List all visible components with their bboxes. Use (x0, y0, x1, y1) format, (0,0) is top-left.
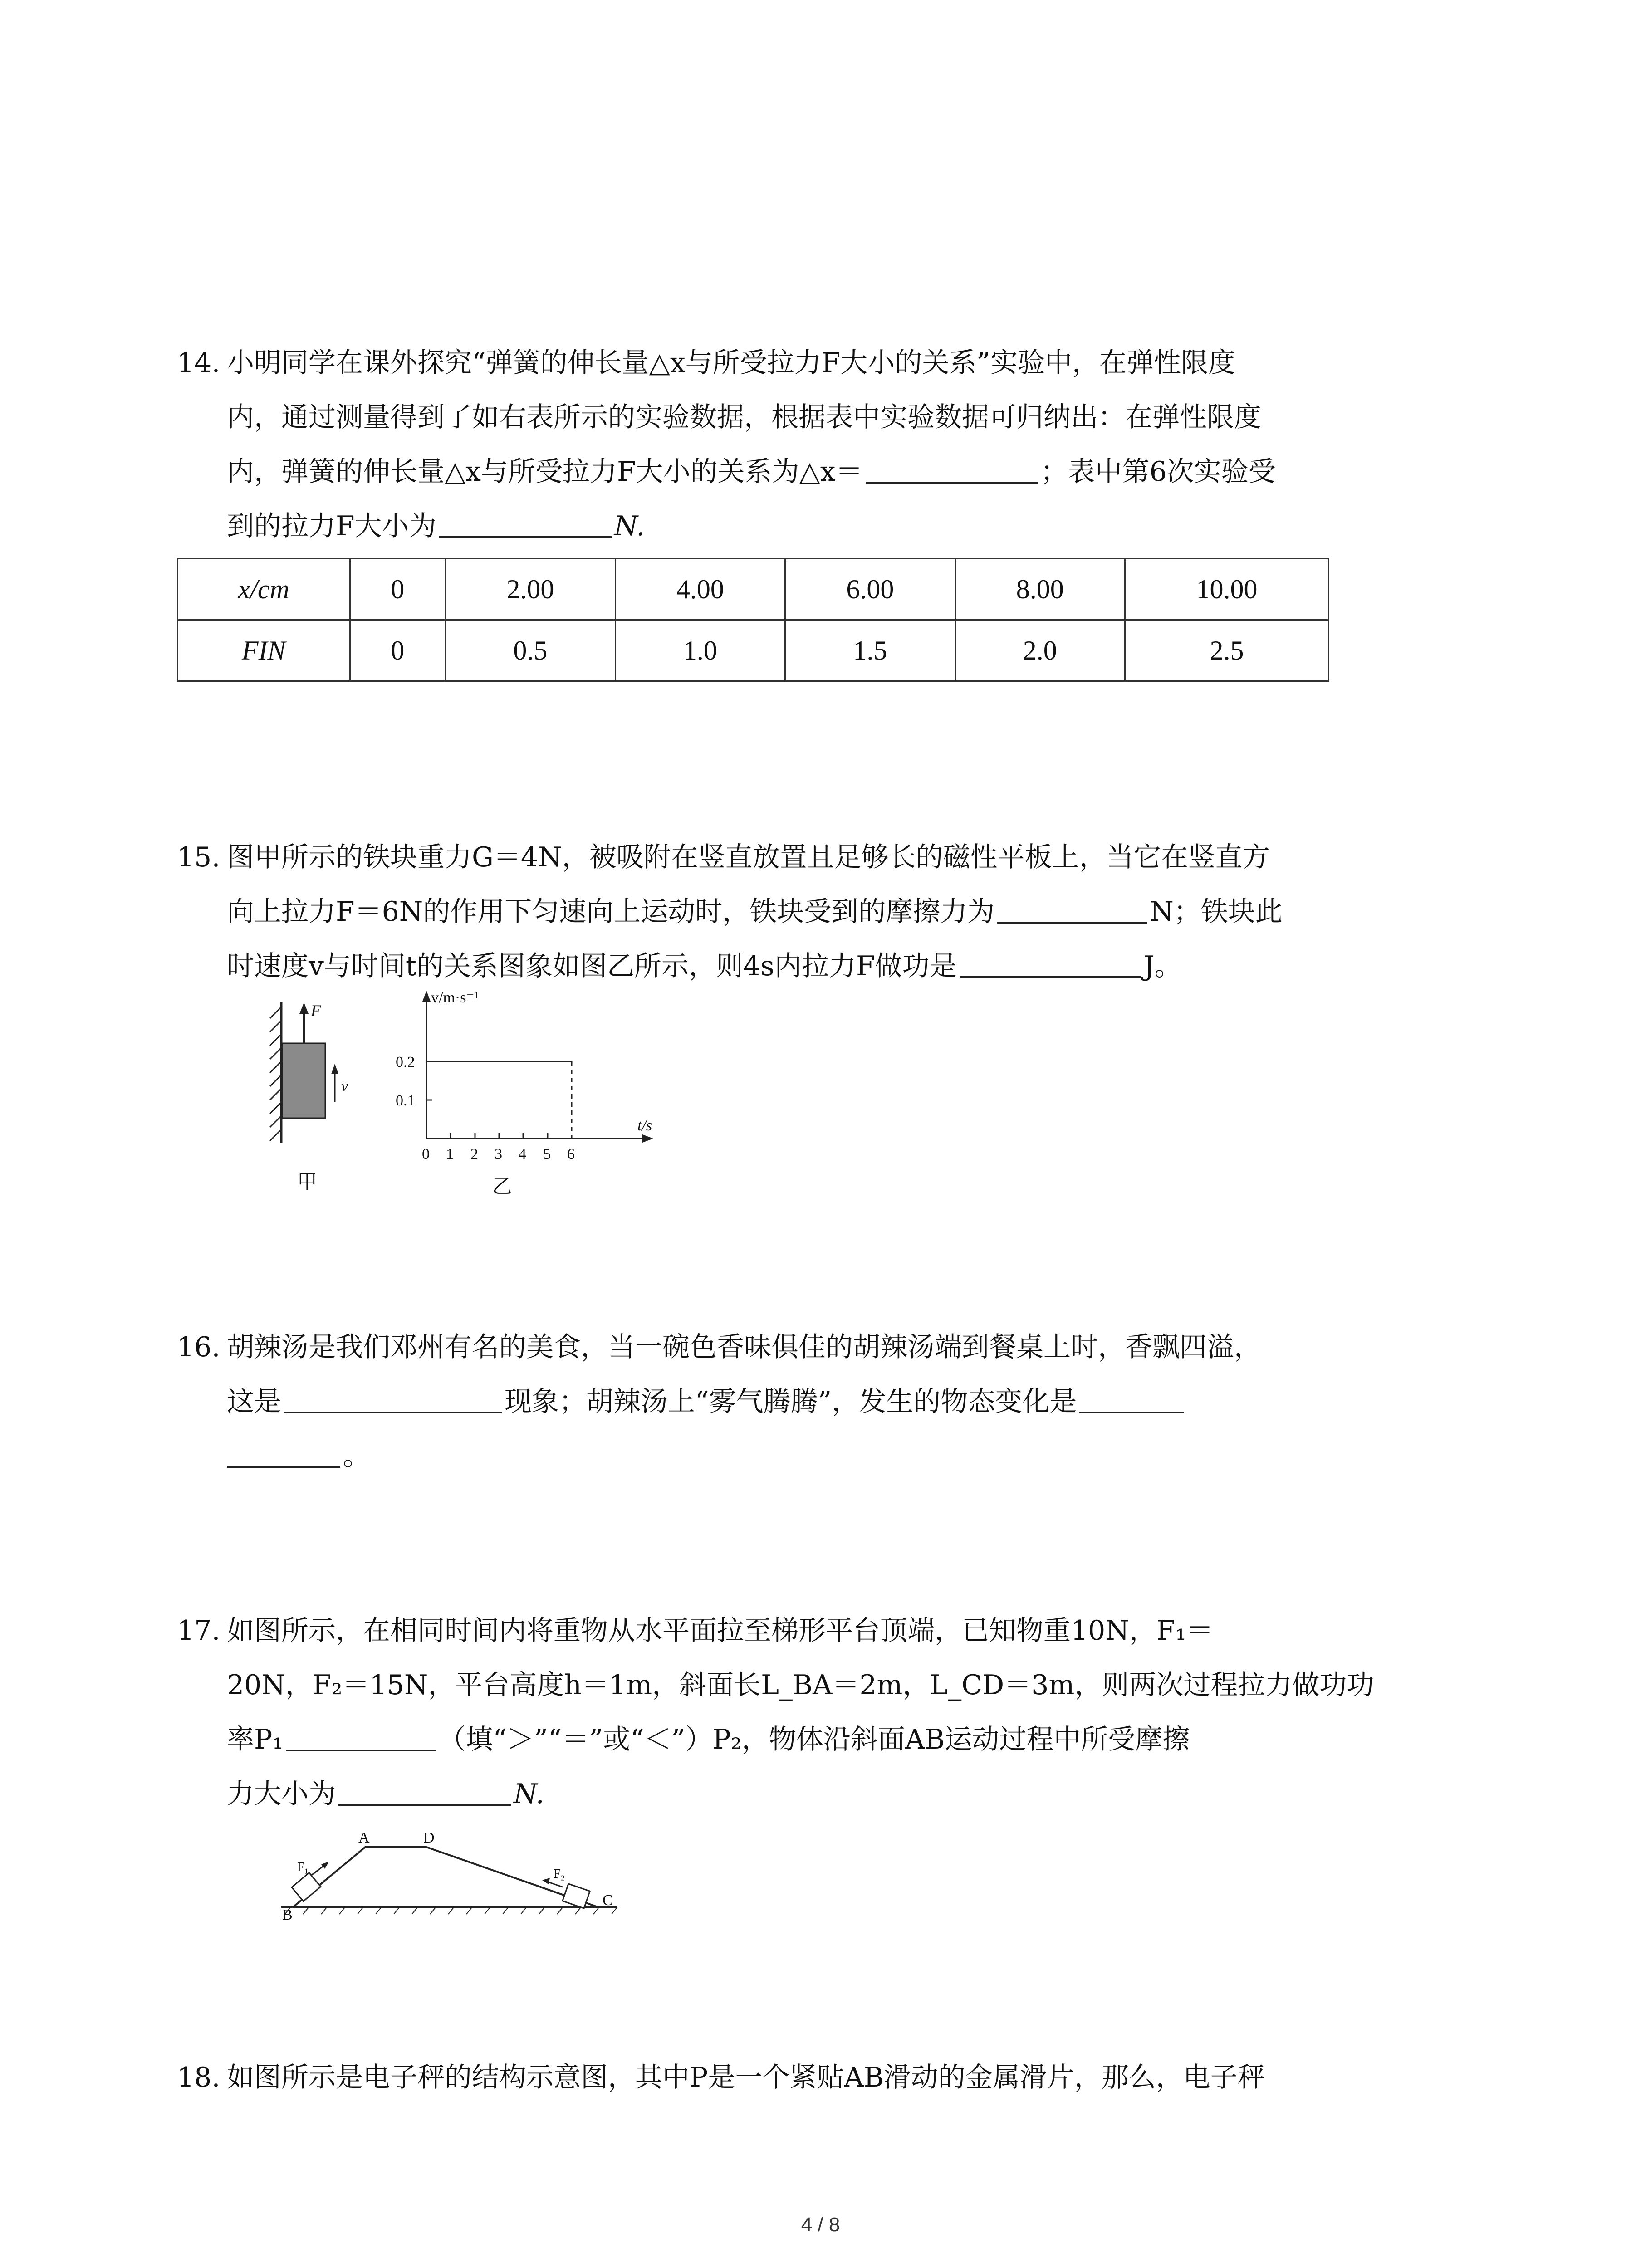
data-table (177, 558, 1329, 682)
text-segment: 时速度v与时间t的关系图象如图乙所示，则4s内拉力F做功是 (227, 950, 957, 982)
question-number: 15. (177, 841, 220, 873)
arrow-head-icon (422, 991, 431, 1002)
table-row (178, 620, 1329, 681)
question-text-line (227, 1767, 1443, 1821)
x-tick-label: 2 (470, 1146, 478, 1163)
question-text-line: 小明同学在课外探究“弹簧的伸长量△x与所受拉力F大小的关系”实验中，在弹性限度 (227, 347, 1235, 379)
block-on-ab (292, 1873, 321, 1901)
arrow-head-icon (542, 1878, 550, 1884)
answer-blank[interactable] (338, 1776, 511, 1806)
question-text-line: 胡辣汤是我们邓州有名的美食，当一碗色香味俱佳的胡辣汤端到餐桌上时，香飘四溢， (227, 1331, 1261, 1363)
text-segment: 内，弹簧的伸长量△x与所受拉力F大小的关系为△x＝ (227, 456, 863, 488)
text-segment: N；铁块此 (1150, 896, 1283, 928)
arrow-head-icon (642, 1134, 653, 1143)
answer-blank[interactable] (1079, 1383, 1184, 1413)
figure-caption: 乙 (492, 1175, 512, 1198)
force-label: F (311, 1002, 321, 1020)
question-number: 16. (177, 1331, 220, 1363)
text-segment: 力大小为 (227, 1778, 336, 1810)
text-segment: J。 (1143, 950, 1182, 982)
ground-hatch (285, 1907, 617, 1914)
arrow-head-icon (299, 1002, 309, 1014)
hatch-lines (270, 1007, 281, 1141)
question-text-line: 如图所示是电子秤的结构示意图，其中P是一个紧贴AB滑动的金属滑片，那么，电子秤 (227, 2062, 1265, 2093)
page-number: 4 / 8 (801, 2214, 840, 2236)
question-text-line (227, 445, 1443, 499)
x-tick-label: 5 (543, 1146, 551, 1163)
answer-blank[interactable] (997, 894, 1147, 924)
block-on-cd (563, 1884, 590, 1908)
table-cell: 1.0 (615, 620, 785, 681)
table-cell: 2.00 (446, 559, 615, 620)
answer-blank[interactable] (286, 1721, 436, 1751)
question-text-line: 如图所示，在相同时间内将重物从水平面拉至梯形平台顶端，已知物重10N，F₁＝ (227, 1615, 1214, 1647)
answer-blank[interactable] (439, 508, 612, 538)
text-segment: 现象；胡辣汤上“雾气腾腾”，发生的物态变化是 (505, 1386, 1077, 1418)
question-14 (177, 336, 1443, 682)
question-text-line (227, 1429, 1443, 1483)
text-segment: （填“＞”“＝”或“＜”）P₂，物体沿斜面AB运动过程中所受摩擦 (438, 1724, 1190, 1755)
platform-outline (293, 1847, 599, 1907)
question-text-line (227, 885, 1443, 939)
figure-jia (254, 993, 372, 1202)
answer-blank[interactable] (284, 1383, 502, 1413)
question-text-line (227, 499, 1443, 553)
question-15 (177, 830, 1443, 993)
y-axis-label: v/m·s⁻¹ (431, 989, 479, 1006)
table-row (178, 559, 1329, 620)
question-text-line (227, 1374, 1443, 1429)
answer-blank[interactable] (866, 454, 1038, 484)
x-axis-label: t/s (637, 1117, 652, 1134)
x-tick-label: 4 (519, 1146, 526, 1163)
question-text-line: 内，通过测量得到了如右表所示的实验数据，根据表中实验数据可归纳出：在弹性限度 (227, 401, 1261, 433)
question-text-line: 20N，F₂＝15N，平台高度h＝1m，斜面长L_BA＝2m，L_CD＝3m，则两次过程拉力做功功 (227, 1669, 1374, 1701)
velocity-label: v (341, 1078, 348, 1095)
row-header: x/cm (178, 559, 350, 620)
answer-blank[interactable] (960, 948, 1141, 978)
table-cell: 2.0 (955, 620, 1125, 681)
table-cell: 0 (350, 559, 446, 620)
x-tick-label: 3 (495, 1146, 502, 1163)
x-tick-label: 6 (567, 1146, 575, 1163)
y-tick-label: 0.1 (396, 1092, 415, 1109)
text-segment: 率P₁ (227, 1724, 284, 1755)
point-label: C (603, 1892, 613, 1909)
text-segment: 到的拉力F大小为 (227, 510, 436, 542)
force-f2-arrow (547, 1882, 563, 1887)
question-number: 18. (177, 2062, 220, 2093)
question-number: 17. (177, 1615, 220, 1647)
text-segment: 这是 (227, 1386, 281, 1418)
text-segment: N. (514, 1778, 544, 1810)
point-label: B (282, 1906, 293, 1923)
question-number: 14. (177, 347, 220, 379)
arrow-head-icon (331, 1064, 338, 1074)
table-cell: 4.00 (615, 559, 785, 620)
point-label: A (358, 1829, 370, 1846)
table-cell: 10.00 (1125, 559, 1329, 620)
text-segment: 向上拉力F＝6N的作用下匀速向上运动时，铁块受到的摩擦力为 (227, 896, 995, 928)
f2-label: F₂ (554, 1867, 565, 1881)
iron-block (282, 1043, 325, 1118)
question-17 (177, 1603, 1443, 1821)
answer-blank[interactable] (227, 1438, 340, 1468)
figure-yi-vt-graph (390, 984, 671, 1207)
y-tick-label: 0.2 (396, 1054, 415, 1070)
x-tick-label: 1 (446, 1146, 454, 1163)
table-cell: 6.00 (785, 559, 955, 620)
point-label: D (423, 1829, 435, 1846)
figure-caption: 甲 (297, 1171, 317, 1193)
figure-trapezoid-platform (272, 1814, 635, 1923)
table-cell: 8.00 (955, 559, 1125, 620)
table-cell: 0 (350, 620, 446, 681)
arrow-head-icon (321, 1862, 329, 1869)
question-16 (177, 1320, 1443, 1483)
x-tick-label: 0 (422, 1146, 430, 1163)
table-cell: 0.5 (446, 620, 615, 681)
f1-label: F₁ (297, 1860, 309, 1874)
table-cell: 1.5 (785, 620, 955, 681)
question-text-line: 图甲所示的铁块重力G＝4N，被吸附在竖直放置且足够长的磁性平板上，当它在竖直方 (227, 841, 1270, 873)
row-header: FIN (178, 620, 350, 681)
text-segment: ；表中第6次实验受 (1040, 456, 1276, 488)
text-segment: N. (614, 510, 645, 542)
text-segment: 。 (343, 1440, 370, 1472)
question-18 (177, 2050, 1443, 2105)
table-cell: 2.5 (1125, 620, 1329, 681)
question-text-line (227, 1712, 1443, 1767)
